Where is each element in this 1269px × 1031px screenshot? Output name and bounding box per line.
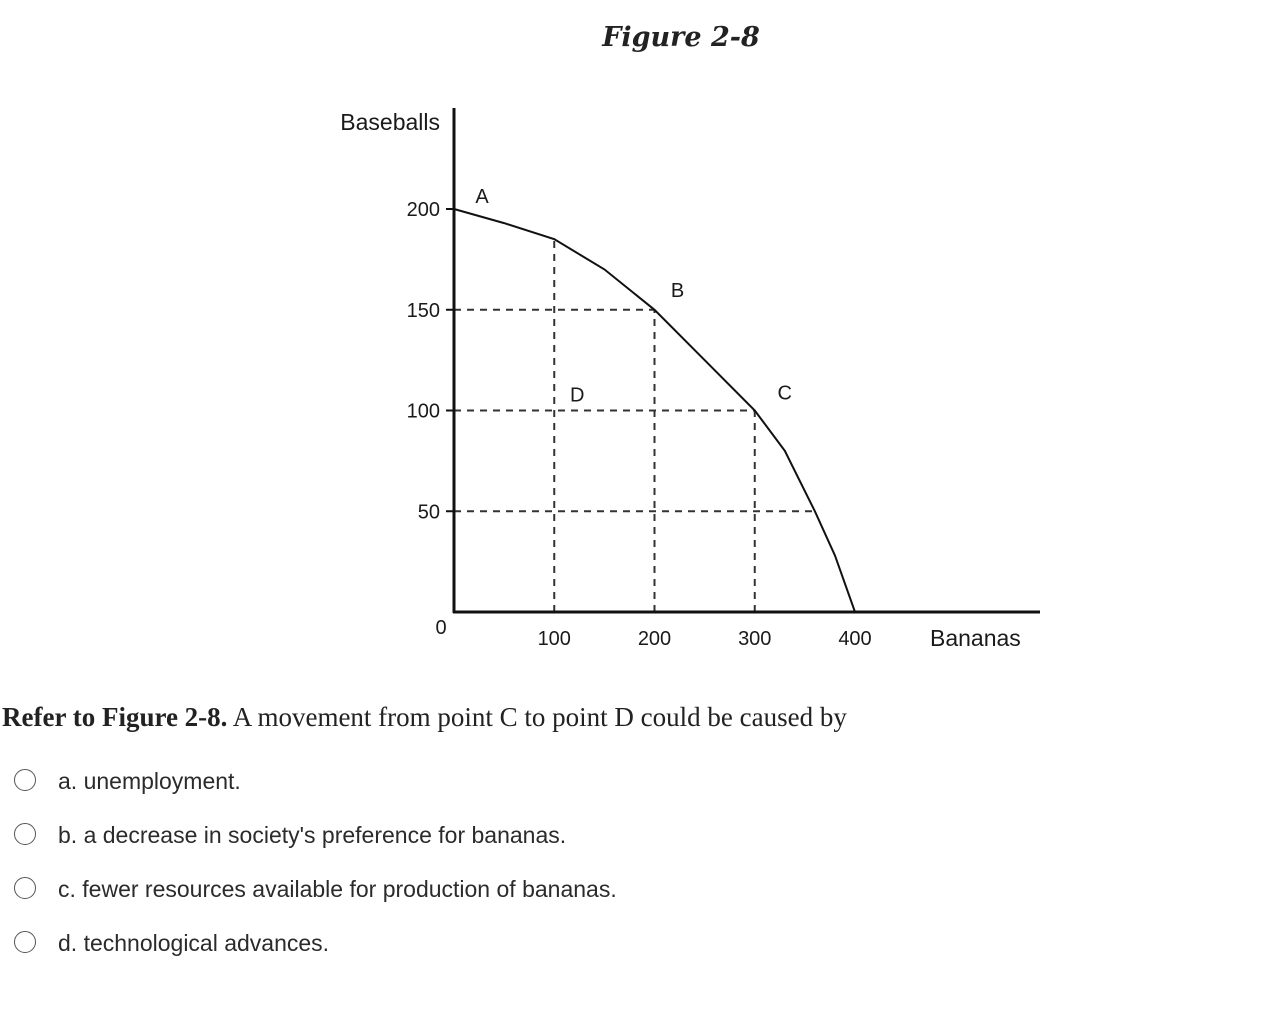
- point-label-d: D: [570, 384, 585, 407]
- option-c[interactable]: [14, 862, 617, 916]
- y-axis-label: Baseballs: [340, 109, 440, 135]
- radio-button-c[interactable]: [14, 877, 36, 899]
- option-d-label: d. technological advances.: [58, 929, 330, 956]
- option-b-label: b. a decrease in society's preference for bananas.: [58, 821, 567, 848]
- point-label-a: A: [475, 186, 489, 208]
- x-tick-label-100: 100: [537, 628, 571, 650]
- question-body: A movement from point C to point D could be caused by: [227, 702, 847, 732]
- figure-title: Figure 2-8: [602, 22, 760, 53]
- y-tick-label-50: 50: [417, 501, 440, 524]
- option-d[interactable]: [14, 916, 617, 970]
- answer-options: [14, 754, 617, 970]
- y-tick-label-200: 200: [406, 199, 440, 221]
- option-c-label: c. fewer resources available for production of bananas.: [58, 875, 617, 902]
- radio-button-d[interactable]: [14, 931, 36, 953]
- y-tick-label-150: 150: [406, 299, 440, 322]
- x-axis-label: Bananas: [930, 625, 1021, 651]
- radio-button-a[interactable]: [14, 769, 36, 791]
- y-tick-label-100: 100: [406, 400, 440, 423]
- x-tick-label-300: 300: [738, 628, 772, 650]
- question-reference: Refer to Figure 2-8.: [2, 702, 228, 732]
- origin-label: 0: [435, 617, 447, 639]
- question-text: [2, 702, 1262, 733]
- option-a[interactable]: [14, 754, 617, 808]
- x-tick-label-200: 200: [637, 628, 672, 650]
- radio-button-b[interactable]: [14, 823, 36, 845]
- x-tick-label-400: 400: [838, 628, 872, 650]
- option-b[interactable]: [14, 808, 617, 862]
- point-label-c: C: [777, 382, 792, 405]
- point-label-b: B: [670, 279, 685, 302]
- option-a-label: a. unemployment.: [58, 767, 241, 794]
